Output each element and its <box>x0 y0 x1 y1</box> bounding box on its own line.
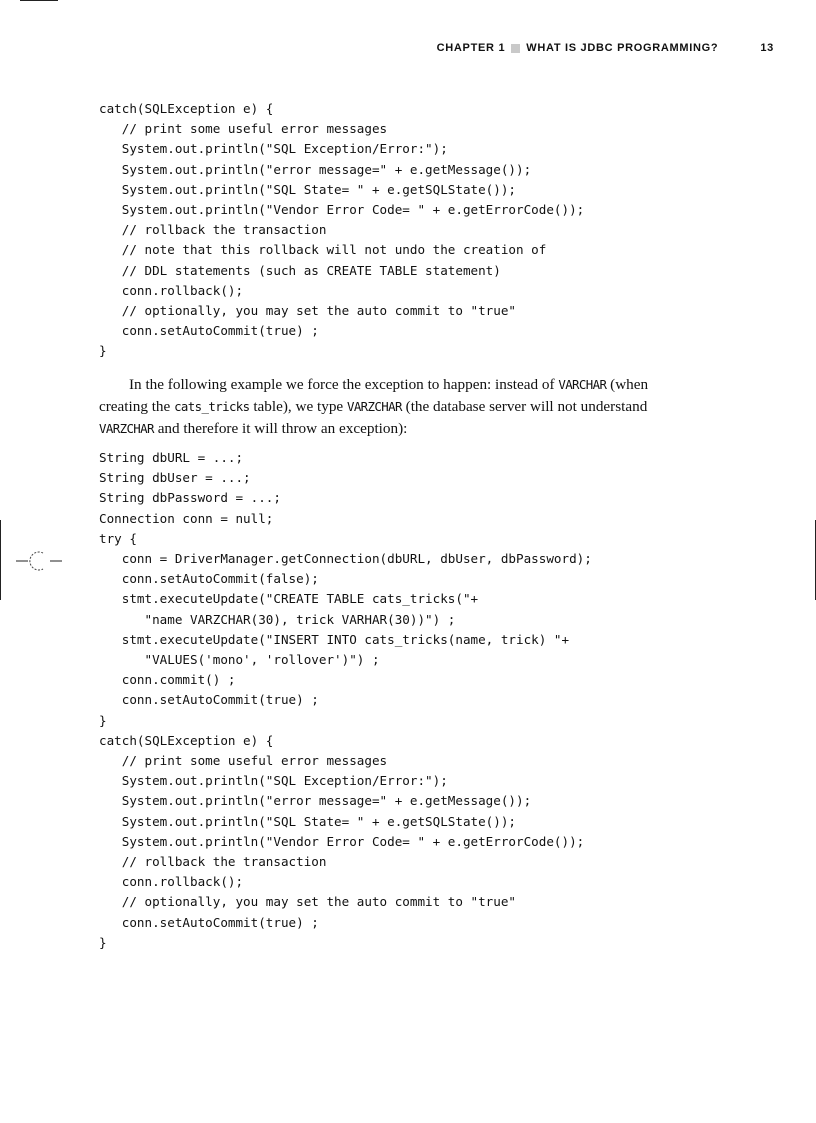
registration-mark-icon <box>16 550 62 572</box>
paragraph-text: In the following example we force the exception to happen: instead of <box>129 376 559 393</box>
code-line: System.out.println("SQL State= " + e.getSQLState()); <box>99 181 517 197</box>
code-line: stmt.executeUpdate("CREATE TABLE cats_tricks("+ <box>99 591 479 607</box>
code-line: conn.setAutoCommit(false); <box>99 571 319 587</box>
code-line: // rollback the transaction <box>99 222 327 238</box>
chapter-label: CHAPTER 1 <box>436 42 506 54</box>
code-line: // rollback the transaction <box>99 854 327 870</box>
code-line: String dbURL = ...; <box>99 450 244 465</box>
code-line: // DDL statements (such as CREATE TABLE statement) <box>99 262 501 278</box>
running-header <box>437 42 774 54</box>
code-line: System.out.println("SQL Exception/Error:"); <box>99 141 448 157</box>
code-line: String dbPassword = ...; <box>99 490 281 506</box>
code-line: "name VARZCHAR(30), trick VARHAR(30))") ; <box>99 611 456 627</box>
code-line: conn.rollback(); <box>99 874 244 890</box>
page-number: 13 <box>760 42 774 54</box>
code-line: catch(SQLException e) { <box>99 101 274 116</box>
body-paragraph <box>99 374 699 439</box>
code-line: // optionally, you may set the auto commit to "true" <box>99 894 517 910</box>
crop-mark-top <box>20 0 58 1</box>
code-line: System.out.println("error message=" + e.getMessage()); <box>99 161 532 177</box>
code-line: } <box>99 712 107 728</box>
separator-square-icon <box>511 44 520 53</box>
code-line: conn.rollback(); <box>99 282 244 298</box>
code-line: System.out.println("Vendor Error Code= " + e.getErrorCode()); <box>99 202 585 218</box>
inline-code: VARCHAR <box>558 377 607 392</box>
code-line: conn = DriverManager.getConnection(dbURL, dbUser, dbPassword); <box>99 551 592 567</box>
code-line: String dbUser = ...; <box>99 470 251 486</box>
code-line: conn.setAutoCommit(true) ; <box>99 692 319 708</box>
code-line: } <box>99 343 107 359</box>
code-line: } <box>99 934 107 950</box>
code-block-example <box>99 448 592 953</box>
inline-code: VARZCHAR <box>99 420 154 436</box>
paragraph-text: table), we type <box>249 397 347 415</box>
code-line: // optionally, you may set the auto commit to "true" <box>99 303 517 319</box>
code-line: conn.setAutoCommit(true) ; <box>99 914 319 930</box>
code-line: System.out.println("error message=" + e.getMessage()); <box>99 793 532 809</box>
code-line: stmt.executeUpdate("INSERT INTO cats_tricks(name, trick) "+ <box>99 631 570 647</box>
code-line: conn.commit() ; <box>99 672 236 688</box>
inline-code: VARZCHAR <box>346 398 402 414</box>
inline-code: cats_tricks <box>174 398 250 414</box>
code-line: Connection conn = null; <box>99 510 274 526</box>
code-line: // note that this rollback will not undo the creation of <box>99 242 547 258</box>
crop-mark-left <box>0 520 1 600</box>
code-line: try { <box>99 530 137 546</box>
paragraph-text: and therefore it will throw an exception): <box>153 419 408 437</box>
code-line: System.out.println("SQL Exception/Error:"); <box>99 773 448 789</box>
code-line: System.out.println("Vendor Error Code= " + e.getErrorCode()); <box>99 833 585 849</box>
code-line: // print some useful error messages <box>99 121 388 137</box>
paragraph-text: (the database server will not understand <box>401 397 648 415</box>
code-line: "VALUES('mono', 'rollover')") ; <box>99 652 380 668</box>
code-line: System.out.println("SQL State= " + e.getSQLState()); <box>99 813 517 829</box>
code-line: catch(SQLException e) { <box>99 732 274 748</box>
code-line: // print some useful error messages <box>99 753 388 769</box>
chapter-title: WHAT IS JDBC PROGRAMMING? <box>526 42 719 54</box>
code-line: conn.setAutoCommit(true) ; <box>99 323 319 339</box>
paragraph-text: (when creating the <box>99 376 649 415</box>
code-block-catch <box>99 99 584 362</box>
